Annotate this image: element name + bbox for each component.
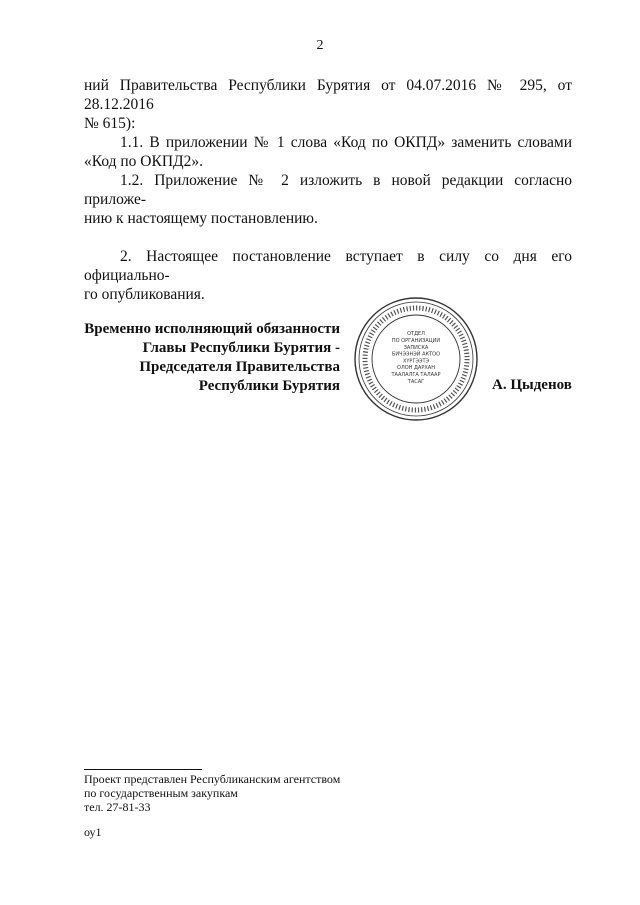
text-line: 1.2. Приложение № 2 изложить в новой редакции согласно приложе- [84,172,572,208]
seal-text-line: ТАСАГ [407,378,425,385]
official-seal [353,296,479,422]
seal-text-line: БИЧЭЭНЭЙ АКТОО [391,351,441,358]
seal-text-line: ЗАПИСКА [403,344,429,351]
seal-inner-text [391,331,441,385]
seal-text-line: ОТДЕЛ [407,331,425,338]
signatory-title-line: Председателя Правительства [139,359,340,375]
footer-divider [84,769,202,770]
footer-line: тел. 27-81-33 [84,800,151,814]
seal-text-line: ОЛОН ДАРХАН [397,365,435,372]
text-line: 2. Настоящее постановление вступает в силу со дня его официально- [84,248,572,284]
text-line: ний Правительства Республики Бурятия от 04.07.2016 № 295, от 28.12.2016 [84,77,572,113]
seal-text-line: ПО ОРГАНИЗАЦИИ [391,338,441,344]
text-line: го опубликования. [84,286,205,303]
seal-text-line: ТААЛАЛГА ТАЛААР [391,372,441,378]
signatory-title-line: Республики Бурятия [198,378,340,394]
paragraph-2 [84,247,572,304]
signatory-title-line: Главы Республики Бурятия - [142,340,340,356]
text-line: «Код по ОКПД2». [84,153,203,170]
body-text [84,76,572,304]
signatory-title [60,320,340,396]
seal-text-line: ХҮРГЭЭТЭ [402,358,430,365]
signatory-title-line: Временно исполняющий обязанности [84,321,340,337]
paragraph-1-1 [84,133,572,171]
text-line: № 615): [84,115,136,132]
footer-line: по государственным закупкам [84,786,238,800]
signatory-name: А. Цыденов [492,377,572,393]
document-code: оу1 [84,825,102,839]
footer-line: Проект представлен Республиканским агентством [84,772,341,786]
text-line: нию к настоящему постановлению. [84,210,318,227]
text-line: 1.1. В приложении № 1 слова «Код по ОКПД» заменить словами [120,134,572,151]
paragraph-continuation [84,76,572,133]
paragraph-1-2 [84,171,572,228]
footer-note [84,772,340,814]
page-number: 2 [316,38,324,53]
